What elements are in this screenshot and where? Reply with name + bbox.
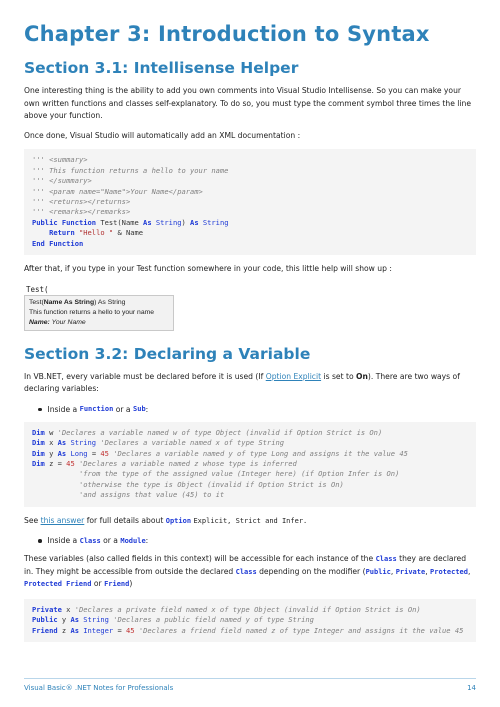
private-keyword: Private	[395, 567, 426, 576]
text: )	[129, 579, 133, 589]
class-keyword: Class	[79, 536, 101, 545]
section-title-3-2: Section 3.2: Declaring a Variable	[24, 344, 311, 363]
protected-keyword: Protected	[430, 567, 468, 576]
text: ). There are two ways of declaring variables:	[24, 371, 460, 394]
protected-friend-keyword: Protected Friend	[24, 580, 92, 589]
paragraph-declare	[24, 371, 476, 396]
tooltip-param-line	[29, 318, 169, 328]
class-keyword: Class	[235, 567, 257, 576]
code-block-fields: Private x 'Declares a private field named x of type Object (invalid if Option Strict is On) Public y As String 'Declares a public field named y of type String Friend z As Integer = 45 'Declares a friend field named z of type Integer and assigns it the value 45	[24, 599, 476, 642]
bullet-class-module: Inside a Class or a Module :	[38, 536, 476, 545]
section-title-3-1: Section 3.1: Intellisense Helper	[24, 59, 299, 77]
typed-code: Test(	[26, 284, 49, 294]
book-title: Visual Basic® .NET Notes for Professionals	[24, 684, 174, 692]
text: or	[93, 579, 102, 589]
text: is set to	[323, 371, 354, 381]
sig-param: Name As String	[43, 298, 95, 306]
page	[24, 0, 476, 642]
text: These variables (also called fields in this context) will be accessible for each instance of the	[24, 554, 374, 564]
paragraph-once-done: Once done, Visual Studio will automatically add an XML documentation :	[24, 130, 301, 140]
text: they are declared in. They might be accessible from outside the declared	[24, 554, 467, 576]
text: depending on the modifier (	[259, 566, 366, 576]
function-keyword: Function	[79, 405, 114, 414]
on-keyword: On	[356, 371, 368, 381]
sub-keyword: Sub	[133, 405, 146, 414]
paragraph-after-that: After that, if you type in your Test function somewhere in your code, this little help will show up :	[24, 264, 392, 274]
option-keyword: Option	[165, 516, 192, 525]
intellisense-screenshot	[24, 283, 174, 331]
friend-keyword: Friend	[104, 580, 130, 589]
option-explicit-link[interactable]: Option Explicit	[265, 371, 322, 381]
bullet-function-sub: Inside a Function or a Sub :	[38, 405, 476, 414]
signature-line	[29, 298, 169, 308]
text: In VB.NET, every variable must be declared before it is used (If	[24, 371, 264, 381]
public-keyword: Public	[365, 567, 391, 576]
module-keyword: Module	[120, 536, 146, 545]
param-label: Name:	[29, 318, 50, 326]
code-block-xml-doc: ''' <summary> ''' This function returns a hello to your name ''' </summary> ''' <param name="Name">Your Name</param> ''' <returns></returns> ''' <remarks></remarks> Public Function Test(Name As String) As String Return "Hello " & Name End Function	[24, 149, 476, 255]
bullet-dot	[38, 408, 42, 412]
this-answer-link[interactable]: this answer	[40, 515, 85, 525]
tooltip-description: This function returns a hello to your name	[29, 308, 155, 316]
text: Explicit, Strict and Infer.	[193, 516, 308, 525]
paragraph-see-answer	[24, 515, 476, 528]
param-desc: Your Name	[51, 318, 86, 326]
text: Inside a	[47, 536, 78, 546]
text: or a	[115, 404, 131, 414]
text: See	[24, 515, 39, 525]
paragraph-fields: These variables (also called fields in this context) will be accessible for each instance of the Class they are declared in. They might be accessible from outside the declared Class depending on the modifier (Public, Private, Protected, Protected Friend or Friend)	[24, 554, 471, 589]
bullet-dot	[38, 539, 42, 543]
page-footer	[24, 678, 476, 692]
sig-suffix: ) As String	[94, 298, 126, 306]
sig-prefix: Test(	[29, 298, 44, 306]
code-block-dim: Dim w 'Declares a variable named w of type Object (invalid if Option Strict is On) Dim x As String 'Declares a variable named x of type String Dim y As Long = 45 'Declares a variable named y of type Long and assigns it the value 45 Dim z = 45 'Declares a variable named z whose type is inferred 'from the type of the assigned value (Integer here) (if Option Infer is On) 'otherwise the type is Object (invalid if Option Strict is On) 'and assigns that value (45) to it	[24, 422, 476, 507]
class-keyword: Class	[375, 555, 397, 564]
page-number: 14	[467, 684, 476, 692]
text: or a	[103, 536, 118, 546]
chapter-title: Chapter 3: Introduction to Syntax	[24, 22, 430, 46]
intellisense-tooltip	[24, 295, 174, 331]
text: for full details about	[86, 515, 164, 525]
paragraph-intro: One interesting thing is the ability to add you own comments into Visual Studio Intellisense. So you can make your own written functions and classes self-explanatory. To do so, you must type the comment symbol three times the line above your function.	[24, 86, 471, 121]
text: Inside a	[47, 404, 78, 414]
